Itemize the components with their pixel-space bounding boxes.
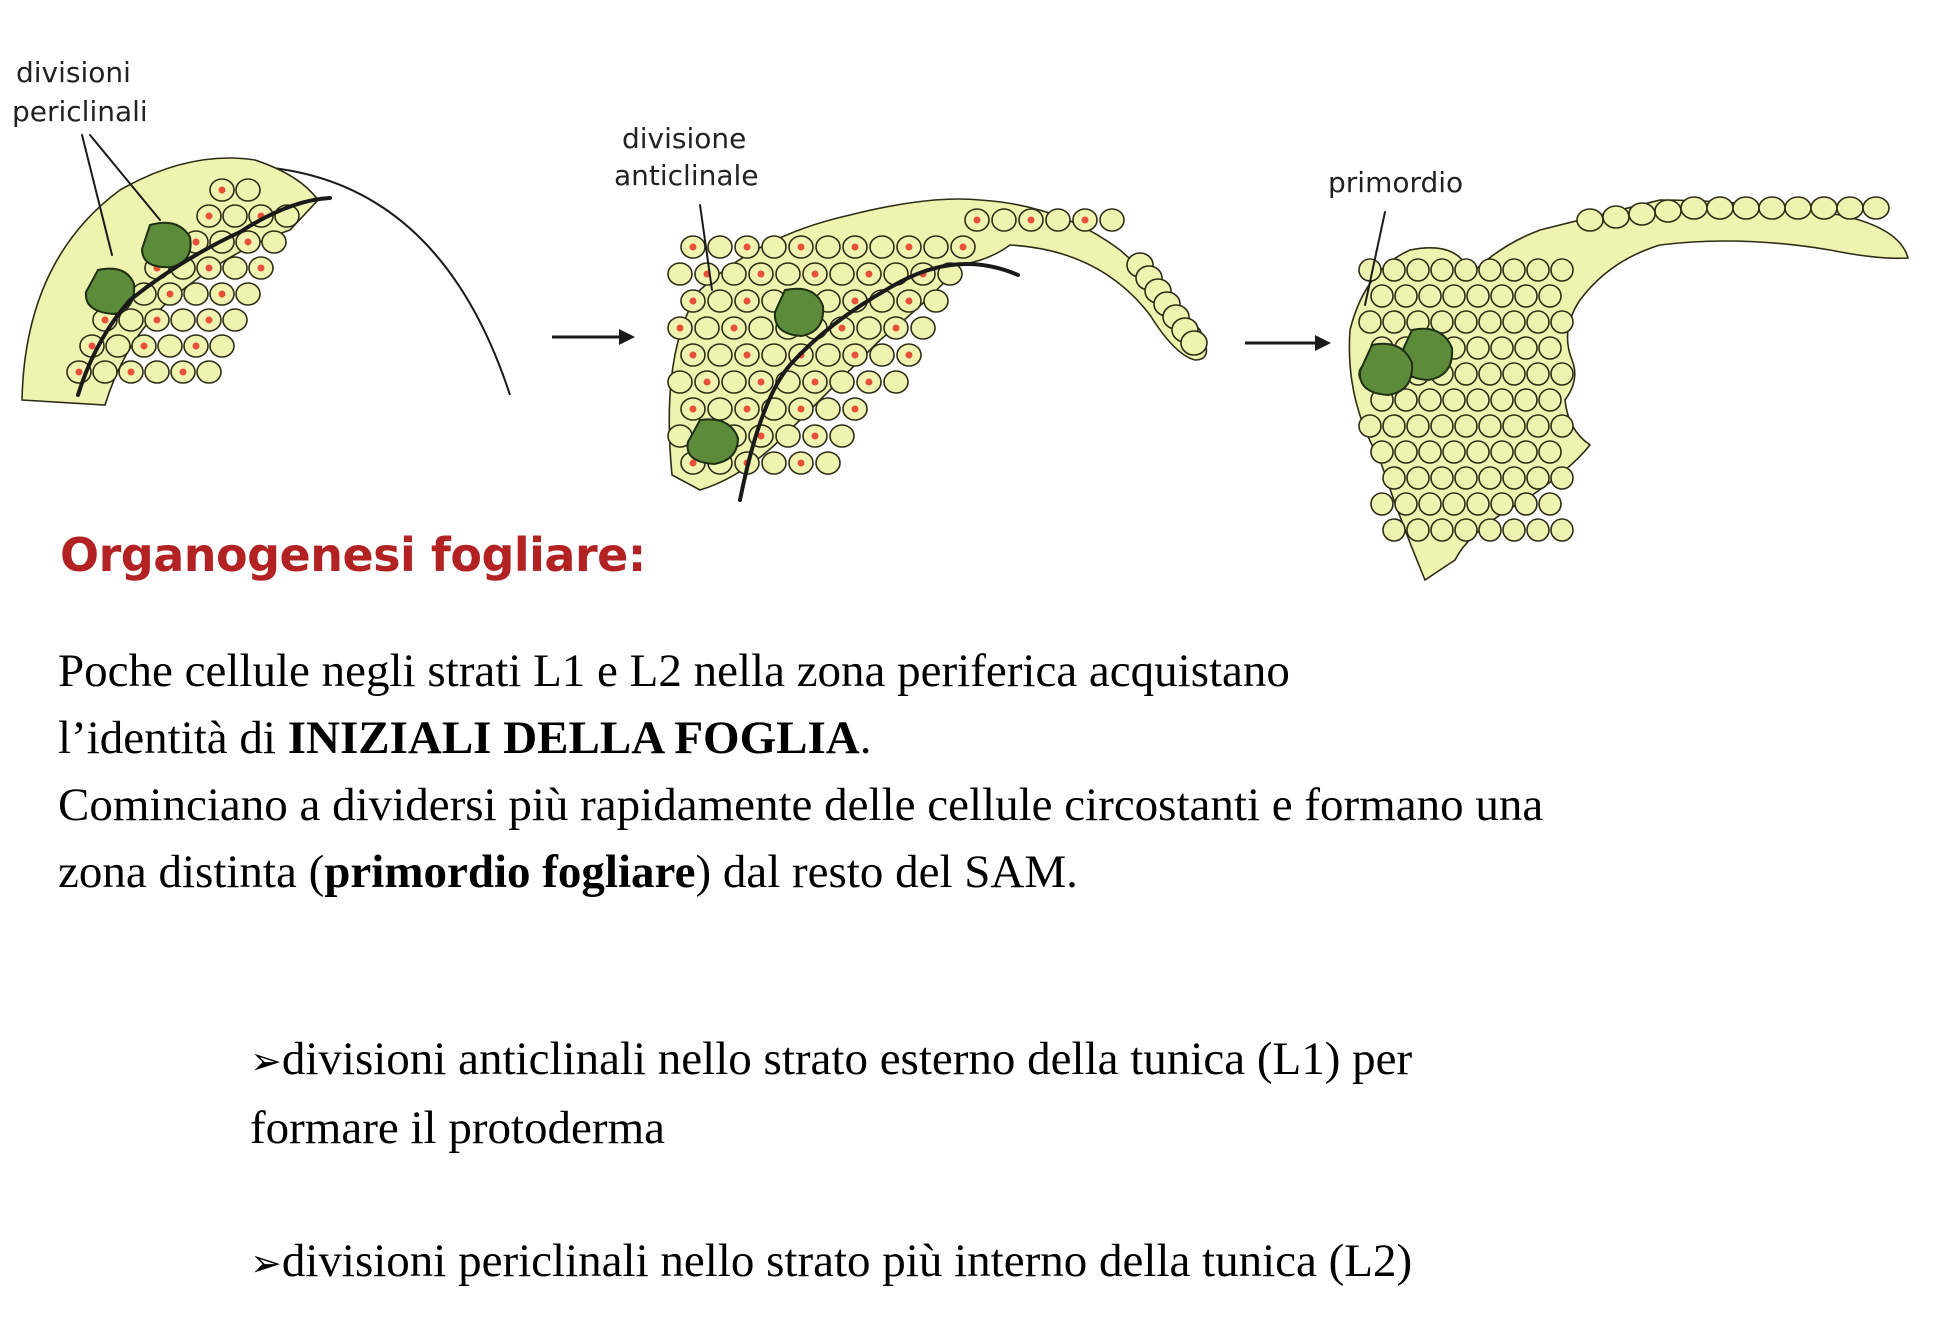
cell-nucleus (798, 460, 805, 467)
cell-nucleus (141, 343, 148, 350)
plant-cell (1515, 389, 1537, 411)
plant-cell (106, 335, 130, 357)
cell-nucleus (758, 271, 765, 278)
plant-cell (992, 209, 1016, 231)
bullet-anticlinal-line2: formare il protoderma (250, 1102, 665, 1154)
plant-cell (695, 317, 719, 339)
intro-paragraph (58, 638, 1898, 906)
arrow-stage1-to-stage2 (552, 329, 635, 345)
cell-nucleus (744, 244, 751, 251)
leaf-organogenesis-diagram (0, 0, 1936, 600)
plant-cell (1407, 259, 1429, 281)
plant-cell (158, 335, 182, 357)
plant-cell (1431, 259, 1453, 281)
plant-cell (1100, 209, 1124, 231)
cell-nucleus (690, 352, 697, 359)
plant-cell (708, 344, 732, 366)
cell-nucleus (731, 325, 738, 332)
plant-cell (1479, 311, 1501, 333)
plant-cell (1419, 441, 1441, 463)
cell-nucleus (812, 433, 819, 440)
intro-line4-after: ) dal resto del SAM. (695, 846, 1078, 898)
plant-cell (1455, 467, 1477, 489)
stage1-meristem (12, 56, 510, 405)
cell-nucleus (1028, 217, 1035, 224)
plant-cell (870, 344, 894, 366)
plant-cell (145, 361, 169, 383)
plant-cell (1811, 197, 1837, 219)
plant-cell (197, 361, 221, 383)
leaf-primordium-term: primordio fogliare (324, 846, 696, 898)
plant-cell (1577, 209, 1603, 231)
plant-cell (1785, 197, 1811, 219)
plant-cell (1455, 259, 1477, 281)
plant-cell (1467, 285, 1489, 307)
plant-cell (1539, 389, 1561, 411)
plant-cell (1395, 441, 1417, 463)
plant-cell (1491, 337, 1513, 359)
plant-cell (1419, 493, 1441, 515)
stage2-label-line1: divisione (622, 122, 747, 155)
intro-line4-before: zona distinta ( (58, 846, 325, 898)
plant-cell (1371, 493, 1393, 515)
plant-cell (816, 452, 840, 474)
plant-cell (93, 361, 117, 383)
plant-cell (1503, 259, 1525, 281)
plant-cell (1467, 441, 1489, 463)
plant-cell (1407, 415, 1429, 437)
plant-cell (1467, 389, 1489, 411)
plant-cell (1467, 337, 1489, 359)
plant-cell (722, 371, 746, 393)
bullet-arrow-icon: ➢ (250, 1041, 282, 1083)
cell-nucleus (798, 244, 805, 251)
section-heading: Organogenesi fogliare: (60, 528, 646, 582)
plant-cell (1467, 493, 1489, 515)
plant-cell (762, 236, 786, 258)
intro-line2-before: l’identità di (58, 712, 288, 764)
cell-nucleus (852, 244, 859, 251)
plant-cell (1419, 285, 1441, 307)
plant-cell (1551, 259, 1573, 281)
plant-cell (1479, 363, 1501, 385)
plant-cell (924, 290, 948, 312)
plant-cell (1733, 197, 1759, 219)
plant-cell (668, 371, 692, 393)
cell-nucleus (193, 343, 200, 350)
plant-cell (1655, 200, 1681, 222)
cell-nucleus (1082, 217, 1089, 224)
plant-cell (1395, 285, 1417, 307)
plant-cell (1395, 493, 1417, 515)
plant-cell (1455, 519, 1477, 541)
plant-cell (1551, 467, 1573, 489)
plant-cell (1383, 467, 1405, 489)
plant-cell (1527, 519, 1549, 541)
plant-cell (762, 452, 786, 474)
plant-cell (1383, 519, 1405, 541)
plant-cell (776, 263, 800, 285)
cell-nucleus (206, 213, 213, 220)
plant-cell (236, 179, 260, 201)
cell-nucleus (219, 187, 226, 194)
cell-nucleus (89, 343, 96, 350)
cell-nucleus (219, 291, 226, 298)
plant-cell (1491, 493, 1513, 515)
cell-nucleus (690, 406, 697, 413)
bullet-periclinal-line1: divisioni periclinali nello strato più interno della tunica (L2) (281, 1235, 1413, 1287)
plant-cell (210, 335, 234, 357)
plant-cell (1503, 415, 1525, 437)
cell-nucleus (704, 379, 711, 386)
bullet-anticlinal (250, 1026, 1870, 1161)
plant-cell (1371, 285, 1393, 307)
plant-cell (1407, 519, 1429, 541)
intro-line1: Poche cellule negli strati L1 e L2 nella zona periferica acquistano (58, 645, 1290, 697)
cell-nucleus (866, 379, 873, 386)
plant-cell (1515, 285, 1537, 307)
cell-nucleus (812, 379, 819, 386)
plant-cell (236, 283, 260, 305)
leaf-initials-term: INIZIALI DELLA FOGLIA (287, 712, 860, 764)
plant-cell (1503, 311, 1525, 333)
plant-cell (816, 398, 840, 420)
cell-nucleus (744, 352, 751, 359)
plant-cell (1407, 467, 1429, 489)
cell-nucleus (690, 244, 697, 251)
plant-cell (1479, 415, 1501, 437)
plant-cell (1419, 389, 1441, 411)
plant-cell (708, 236, 732, 258)
cell-nucleus (76, 369, 83, 376)
plant-cell (884, 371, 908, 393)
plant-cell (1759, 197, 1785, 219)
plant-cell (1551, 311, 1573, 333)
plant-cell (1527, 415, 1549, 437)
plant-cell (1383, 415, 1405, 437)
plant-cell (1603, 206, 1629, 228)
plant-cell (1681, 197, 1707, 219)
plant-cell (870, 236, 894, 258)
cell-nucleus (906, 352, 913, 359)
plant-cell (1455, 363, 1477, 385)
bullet-arrow-icon: ➢ (250, 1243, 282, 1285)
plant-cell (708, 398, 732, 420)
cell-nucleus (744, 298, 751, 305)
plant-cell (1629, 203, 1655, 225)
plant-cell (1455, 415, 1477, 437)
plant-cell (911, 317, 935, 339)
arrow-stage2-to-stage3 (1245, 335, 1331, 351)
plant-cell (1431, 519, 1453, 541)
cell-nucleus (245, 239, 252, 246)
plant-cell (924, 236, 948, 258)
plant-cell (708, 290, 732, 312)
plant-cell (1491, 389, 1513, 411)
plant-cell (1539, 337, 1561, 359)
stage1-label-line1: divisioni (16, 56, 131, 89)
plant-cell (1383, 311, 1405, 333)
intro-line3: Cominciano a dividersi più rapidamente delle cellule circostanti e formano una (58, 779, 1544, 831)
plant-cell (1371, 441, 1393, 463)
plant-cell (1539, 285, 1561, 307)
cell-nucleus (812, 271, 819, 278)
cell-nucleus (960, 244, 967, 251)
cell-nucleus (893, 325, 900, 332)
cell-nucleus (128, 369, 135, 376)
plant-cell (223, 257, 247, 279)
plant-cell (1443, 389, 1465, 411)
plant-cell (1181, 331, 1207, 355)
cell-nucleus (758, 379, 765, 386)
cell-nucleus (852, 298, 859, 305)
plant-cell (1551, 519, 1573, 541)
plant-cell (1431, 415, 1453, 437)
stage1-label-line2: periclinali (12, 95, 148, 128)
bullet-periclinal (250, 1228, 1870, 1297)
cell-nucleus (154, 317, 161, 324)
stage2-label-line2: anticlinale (614, 159, 759, 192)
cell-nucleus (102, 317, 109, 324)
plant-cell (1359, 311, 1381, 333)
cell-nucleus (690, 298, 697, 305)
plant-cell (1527, 467, 1549, 489)
plant-cell (184, 283, 208, 305)
plant-cell (1515, 493, 1537, 515)
plant-cell (1479, 519, 1501, 541)
plant-cell (816, 344, 840, 366)
plant-cell (722, 263, 746, 285)
plant-cell (1527, 259, 1549, 281)
plant-cell (1527, 311, 1549, 333)
plant-cell (1443, 441, 1465, 463)
cell-nucleus (798, 406, 805, 413)
stage3-meristem (1328, 166, 1908, 580)
intro-line2-after: . (859, 712, 872, 764)
stage3-label: primordio (1328, 166, 1464, 199)
plant-cell (1479, 467, 1501, 489)
plant-cell (1443, 285, 1465, 307)
plant-cell (1551, 363, 1573, 385)
plant-cell (762, 344, 786, 366)
plant-cell (830, 425, 854, 447)
plant-cell (1503, 519, 1525, 541)
plant-cell (830, 263, 854, 285)
plant-cell (1491, 285, 1513, 307)
plant-cell (1443, 493, 1465, 515)
plant-cell (1707, 197, 1733, 219)
plant-cell (119, 309, 143, 331)
plant-cell (1539, 493, 1561, 515)
plant-cell (749, 317, 773, 339)
cell-nucleus (258, 265, 265, 272)
stage2-meristem (614, 122, 1207, 500)
cell-nucleus (206, 317, 213, 324)
plant-cell (1837, 197, 1863, 219)
plant-cell (1359, 415, 1381, 437)
plant-cell (1491, 441, 1513, 463)
cell-nucleus (852, 352, 859, 359)
cell-nucleus (906, 244, 913, 251)
plant-cell (1503, 467, 1525, 489)
plant-cell (262, 231, 286, 253)
plant-cell (776, 425, 800, 447)
plant-cell (223, 309, 247, 331)
cell-nucleus (852, 406, 859, 413)
plant-cell (1539, 441, 1561, 463)
plant-cell (668, 263, 692, 285)
plant-cell (1515, 337, 1537, 359)
plant-cell (171, 309, 195, 331)
cell-nucleus (744, 406, 751, 413)
cell-nucleus (839, 325, 846, 332)
cell-nucleus (206, 265, 213, 272)
plant-cell (816, 236, 840, 258)
cell-nucleus (193, 239, 200, 246)
plant-cell (1046, 209, 1070, 231)
plant-cell (223, 205, 247, 227)
plant-cell (1515, 441, 1537, 463)
plant-cell (1863, 197, 1889, 219)
cell-nucleus (866, 271, 873, 278)
plant-cell (830, 371, 854, 393)
plant-cell (1455, 311, 1477, 333)
plant-cell (1527, 363, 1549, 385)
plant-cell (1479, 259, 1501, 281)
plant-cell (857, 317, 881, 339)
plant-cell (1431, 467, 1453, 489)
plant-cell (1383, 259, 1405, 281)
cell-nucleus (180, 369, 187, 376)
cell-nucleus (906, 298, 913, 305)
cell-nucleus (677, 325, 684, 332)
cell-nucleus (974, 217, 981, 224)
cell-nucleus (167, 291, 174, 298)
bullet-anticlinal-line1: divisioni anticlinali nello strato esterno della tunica (L1) per (281, 1033, 1413, 1085)
plant-cell (1503, 363, 1525, 385)
plant-cell (1551, 415, 1573, 437)
